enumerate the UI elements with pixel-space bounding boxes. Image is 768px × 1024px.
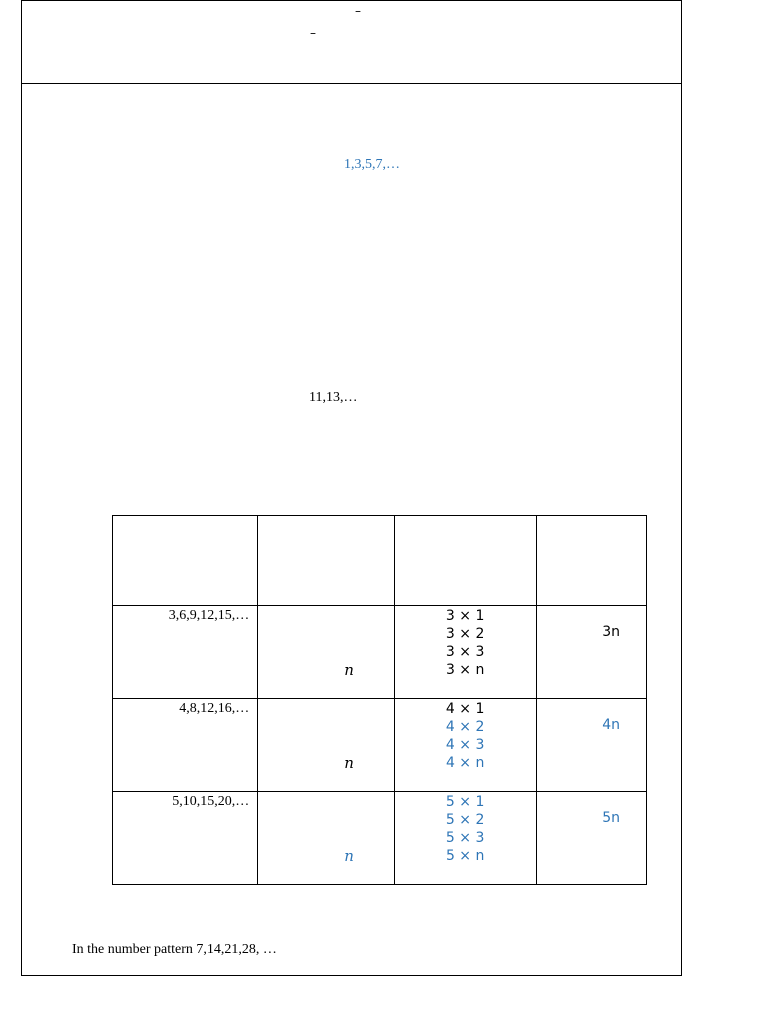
product-line: 3 × 3 [445, 644, 485, 660]
pattern-table [112, 515, 647, 885]
term-number-cell [258, 606, 394, 699]
sequence-cell [113, 606, 258, 699]
table-row [113, 699, 647, 792]
rule-text-answer: 5n [602, 810, 620, 826]
header-dash-bottom: – [310, 26, 316, 40]
n-variable: n [344, 661, 354, 679]
header-cell-term-number [258, 516, 394, 606]
table-row [113, 606, 647, 699]
rule-text: 3n [602, 624, 620, 640]
product-line: 3 × n [445, 662, 485, 678]
rule-cell [536, 606, 646, 699]
product-line-answer: 5 × 1 [445, 794, 485, 810]
odd-sequence-answer: 1,3,5,7,… [344, 157, 400, 172]
table-header-row [113, 516, 647, 606]
product-line-answer: 4 × n [445, 755, 485, 771]
product-line: 3 × 1 [445, 608, 485, 624]
table-row [113, 792, 647, 885]
header-cell-products [394, 516, 536, 606]
product-line-answer: 4 × 2 [445, 719, 485, 735]
rule-text-answer: 4n [602, 717, 620, 733]
product-line-answer: 5 × 2 [445, 812, 485, 828]
header-cell-sequence [113, 516, 258, 606]
product-line-answer: 5 × n [445, 848, 485, 864]
term-number-cell [258, 699, 394, 792]
sequence-cell [113, 792, 258, 885]
product-line-answer: 4 × 3 [445, 737, 485, 753]
header-dash-top: – [355, 4, 361, 18]
rule-cell [536, 792, 646, 885]
sequence-cell [113, 699, 258, 792]
products-cell [394, 606, 536, 699]
sequence-text: 3,6,9,12,15,… [168, 608, 250, 623]
sequence-continuation: 11,13,… [309, 390, 358, 405]
sequence-text: 4,8,12,16,… [179, 701, 250, 716]
header-divider [21, 83, 682, 84]
products-cell [394, 792, 536, 885]
rule-cell [536, 699, 646, 792]
sequence-text: 5,10,15,20,… [172, 794, 250, 809]
term-number-cell [258, 792, 394, 885]
header-cell-rule [536, 516, 646, 606]
products-cell [394, 699, 536, 792]
product-line: 4 × 1 [445, 701, 485, 717]
n-variable: n [344, 754, 354, 772]
product-line: 3 × 2 [445, 626, 485, 642]
footer-sentence: In the number pattern 7,14,21,28, … [72, 942, 277, 957]
n-variable-answer: n [344, 847, 354, 865]
product-line-answer: 5 × 3 [445, 830, 485, 846]
